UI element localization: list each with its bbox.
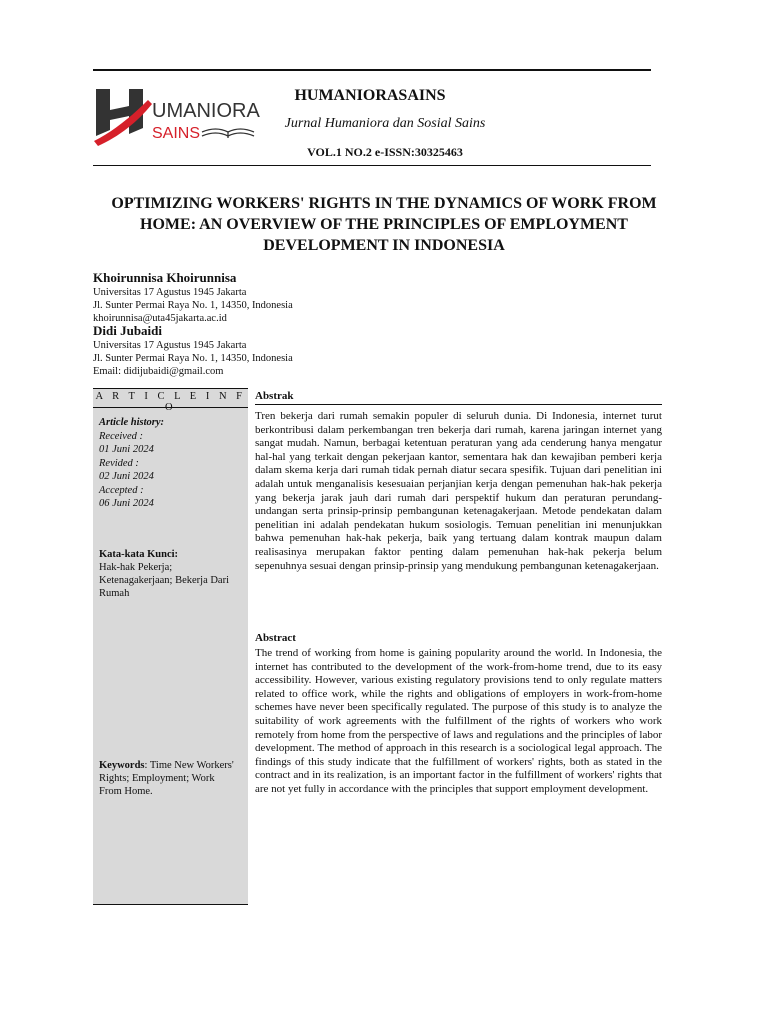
volume-issn: VOL.1 NO.2 e-ISSN:30325463: [307, 145, 463, 159]
abstrak-text: Tren bekerja dari rumah semakin populer di seluruh dunia. Di Indonesia, internet turut berkontribusi dalam perkembangan tren bekerja dari rumah, karena jaringan internet yang sangat mudah. Namun, berbagai ketentuan peraturan yang ada cenderung hanya mengatur hal-hal yang terkait dengan pekerjaan kantor, sementara hak dan kewajiban pemberi kerja dalam skema kerja dari rumah tidak pernah diatur secara spesifik. Tujuan dari penelitian ini adalah untuk menganalisis kesesuaian perjanjian kerja dengan pemenuhan hak-hak pekerja yang bekerja jarak jauh dari rumah dari perspektif hukum dan peraturan perundang-undangan serta prinsip-prinsip pembangunan ketenagakerjaan. Metode pendekatan dalam penelitian ini adalah pendekatan hukum sosiologis. Temuan penelitian ini menunjukkan bahwa pemenuhan hak-hak pekerja, baik yang tertuang dalam kontrak maupun dalam realisasinya merupakan faktor penting dalam pemenuhan hak-hak pekerja belum sepenuhnya sesuai dengan prinsip-prinsip yang mendukung pembangunan ketenagakerjaan.: [255, 410, 662, 572]
article-info-sidebar: [93, 388, 248, 905]
book-icon: [202, 129, 254, 138]
history-accepted-date: 06 Juni 2024: [99, 498, 154, 509]
journal-logo: [92, 86, 262, 146]
author-1: [93, 270, 493, 325]
author-1-name: Khoirunnisa Khoirunnisa: [93, 270, 237, 285]
logo-h-crossbar: [110, 106, 129, 120]
history-received-label: Received :: [99, 430, 144, 442]
header-bottom-rule: [93, 165, 651, 166]
author-2-address: Jl. Sunter Permai Raya No. 1, 14350, Indonesia: [93, 353, 293, 364]
kata-kunci-label: Kata-kata Kunci:: [99, 549, 179, 560]
author-2-email[interactable]: Email: didijubaidi@gmail.com: [93, 366, 224, 377]
abstract-rule: [255, 404, 662, 405]
author-2: [93, 323, 493, 378]
abstract-text: The trend of working from home is gaining popularity around the world. In Indonesia, the internet has contributed to the development of the work-from-home trend, due to its easy accessibility. However, various existing regulatory provisions tend to only regulate matters related to office work, while the rights and obligations of employers in work-from-home schemes have never been specifically regulated. The purpose of this study is to analyze the suitability of work agreements with the fulfillment of the rights of workers who work remotely from home from the perspective of laws and regulations and the principles of labor development. The method of approach in this research is a sociological legal approach. The findings of this study indicate that the fulfillment of workers' rights, both as stated in the contract and in its realization, is an important factor in the fulfillment of workers' rights that are not yet fully in accordance with the principles that support employment development.: [255, 647, 662, 795]
keywords: [99, 759, 234, 798]
article-title: OPTIMIZING WORKERS' RIGHTS IN THE DYNAMICS OF WORK FROM HOME: AN OVERVIEW OF THE PRINCIPLES OF EMPLOYMENT DEVELOPMENT IN INDONESIA: [111, 195, 657, 254]
kata-kunci: [99, 548, 244, 600]
history-received-date: 01 Juni 2024: [99, 444, 154, 455]
kata-kunci-text: Hak-hak Pekerja; Ketenagakerjaan; Bekerja Dari Rumah: [99, 562, 230, 599]
article-info-divider: [93, 407, 248, 408]
keywords-label: Keywords: [99, 760, 145, 771]
keywords-text: : Time New Workers' Rights; Employment; Work From Home.: [99, 760, 234, 797]
abstract-heading: Abstract: [255, 632, 296, 644]
logo-h-left-bar: [96, 89, 110, 136]
author-1-address: Jl. Sunter Permai Raya No. 1, 14350, Indonesia: [93, 300, 293, 311]
journal-subtitle: Jurnal Humaniora dan Sosial Sains: [284, 116, 486, 131]
article-info-heading: A R T I C L E I N F O: [95, 391, 246, 413]
logo-text-sub: SAINS: [152, 125, 201, 142]
article-history: [99, 416, 244, 511]
author-2-name: Didi Jubaidi: [93, 323, 163, 338]
author-1-affiliation: Universitas 17 Agustus 1945 Jakarta: [93, 287, 247, 298]
logo-text-main: UMANIORA: [152, 100, 260, 122]
history-revised-label: Revided :: [99, 457, 139, 469]
author-2-affiliation: Universitas 17 Agustus 1945 Jakarta: [93, 340, 247, 351]
author-1-email[interactable]: khoirunnisa@uta45jakarta.ac.id: [93, 313, 227, 324]
article-history-label: Article history:: [99, 417, 165, 428]
abstrak-heading: Abstrak: [255, 390, 294, 402]
history-revised-date: 02 Juni 2024: [99, 471, 154, 482]
header-top-rule: [93, 69, 651, 71]
history-accepted-label: Accepted :: [99, 484, 144, 496]
journal-name: HUMANIORASAINS: [294, 87, 446, 104]
